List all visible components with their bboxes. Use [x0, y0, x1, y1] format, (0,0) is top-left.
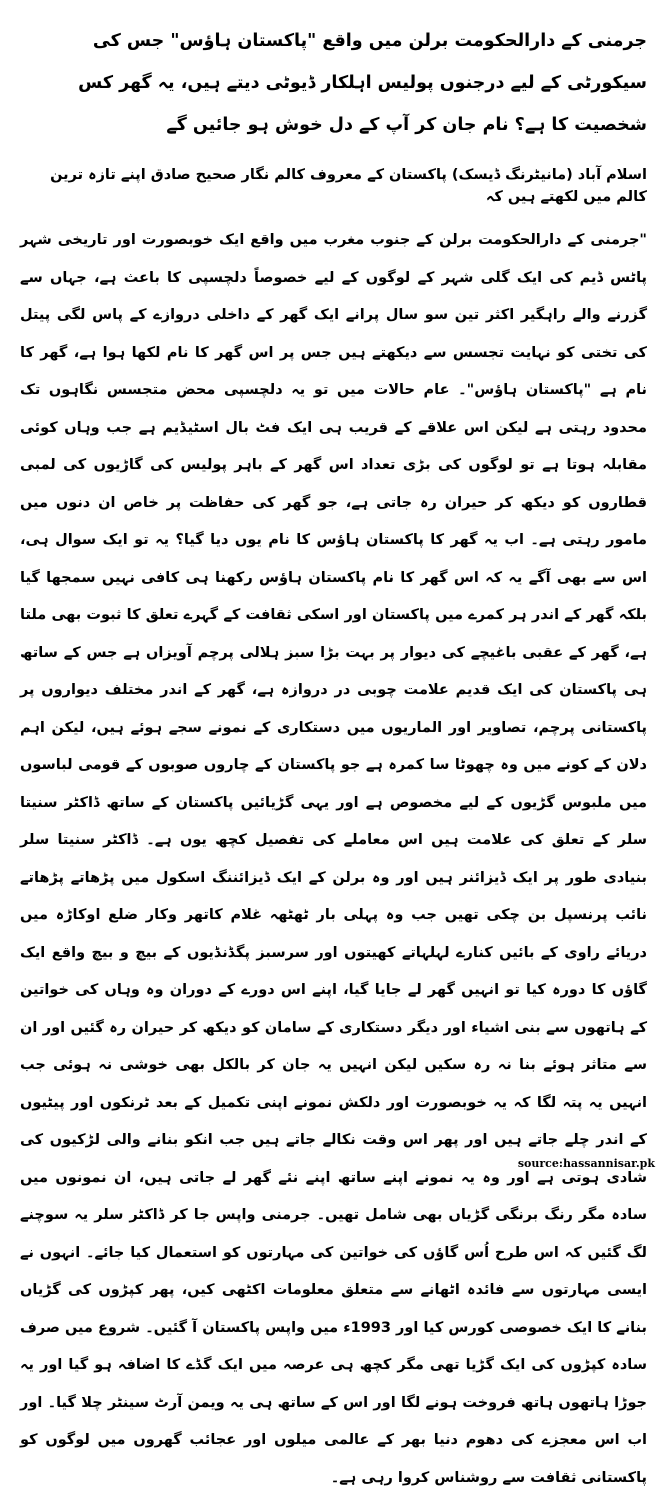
article-byline: اسلام آباد (مانیٹرنگ ڈیسک) پاکستان کے معروف کالم نگار صحیح صادق اپنے تازہ ترین کالم میں لکھتے ہیں کہ — [50, 167, 647, 205]
article-headline: جرمنی کے دارالحکومت برلن میں واقع "پاکستان ہاؤس" جس کی سیکورٹی کے لیے درجنوں پولیس اہلکار ڈیوٹی دیتے ہیں، یہ گھر کس شخصیت کا ہے؟ نام جان کر آپ کے دل خوش ہو جائیں گے — [78, 31, 647, 135]
source-credit: source:hassannisar.pk — [517, 1157, 655, 1170]
article — [20, 20, 647, 1497]
article-body: "جرمنی کے دارالحکومت برلن کے جنوب مغرب میں واقع ایک خوبصورت اور تاریخی شہر پاٹس ڈیم کی ایک گلی شہر کے لوگوں کے لیے خصوصاً دلچسپی کا باعث ہے، جہاں سے گزرنے والے راہگیر اکثر تین سو سال پرانے ایک گھر کے داخلی دروازے کے پاس لگی پیتل کی تختی کو نہایت تجسس سے دیکھتے ہیں جس پر اس گھر کا نام لکھا ہوا ہے، گھر کا نام ہے "پاکستان ہاؤس"۔ عام حالات میں تو یہ دلچسپی محض متجسس نگاہوں تک محدود رہتی ہے لیکن اس علاقے کے قریب ہی ایک فٹ بال اسٹیڈیم ہے جب وہاں کوئی مقابلہ ہوتا ہے تو لوگوں کی بڑی تعداد اس گھر کے باہر پولیس کی گاڑیوں کی لمبی قطاروں کو دیکھ کر حیران رہ جاتی ہے، جو گھر کی حفاظت پر خاص ان دنوں میں مامور رہتی ہے۔ اب یہ گھر کا پاکستان ہاؤس کا نام یوں دیا گیا؟ یہ تو ایک سوال ہی، اس سے بھی آگے یہ کہ اس گھر کا نام پاکستان ہاؤس رکھنا ہی کافی نہیں سمجھا گیا بلکہ گھر کے اندر ہر کمرے میں پاکستان اور اسکی ثقافت کے گہرے تعلق کا ثبوت بھی ملتا ہے، گھر کے عقبی باغیچے کی دیوار پر بہت بڑا سبز ہلالی پرچم آویزاں ہے جس کے ساتھ ہی پاکستان کی ایک قدیم علامت چوبی در دروازہ ہے، گھر کے اندر مختلف دیواروں پر پاکستانی پرچم، تصاویر اور الماریوں میں دستکاری کے نمونے سجے ہوئے ہیں، لیکن اہم دلان کے کونے میں وہ چھوٹا سا کمرہ ہے جو پاکستان کے چاروں صوبوں کے قومی لباسوں میں ملبوس گڑیوں کے لیے مخصوص ہے اور یہی گڑیائیں پاکستان کے ساتھ ڈاکٹر سنیتا سلر کے تعلق کی علامت ہیں اس معاملے کی تفصیل کچھ یوں ہے۔ ڈاکٹر سنیتا سلر بنیادی طور پر ایک ڈیزائنر ہیں اور وہ برلن کے ایک ڈیزائننگ اسکول میں پڑھاتے پڑھاتے نائب پرنسپل بن چکی تھیں جب وہ پہلی بار ٹھٹھہ غلام کاتھر وکار ضلع اوکاڑہ میں دریائے راوی کے بائیں کنارے لہلہاتے کھیتوں اور سرسبز پگڈنڈیوں کے بیچ و بیچ واقع ایک گاؤں کا دورہ کیا تو انہیں گھر لے جایا گیا، اپنے اس دورے کے دوران وہ وہاں کی خواتین کے ہاتھوں سے بنی اشیاء اور دیگر دستکاری کے سامان کو دیکھ کر حیران رہ گئیں اور ان سے متاثر ہوئے بنا نہ رہ سکیں لیکن انہیں یہ جان کر بالکل بھی خوشی نہ ہوئی جب انہیں یہ پتہ لگا کہ یہ خوبصورت اور دلکش نمونے اپنی تکمیل کے بعد ٹرنکوں اور پیٹیوں کے اندر چلے جاتے ہیں اور پھر اس وقت نکالے جاتے ہیں جب انکو بنانے والی لڑکیوں کی شادی ہوتی ہے اور وہ یہ نمونے اپنے ساتھ اپنے نئے گھر لے جاتی ہیں، ان نمونوں میں سادہ مگر رنگ برنگی گڑیاں بھی شامل تھیں۔ جرمنی واپس جا کر ڈاکٹر سلر یہ سوچنے لگ گئیں کہ اس طرح اُس گاؤں کی خواتین کی مہارتوں کو استعمال کیا جائے۔ انہوں نے ایسی مہارتوں سے فائدہ اٹھانے سے متعلق معلومات اکٹھی کیں، پھر کپڑوں کی گڑیاں بنانے کا ایک خصوصی کورس کیا اور 1993ء میں واپس پاکستان آ گئیں۔ شروع میں صرف سادہ کپڑوں کی ایک گڑیا تھی مگر کچھ ہی عرصہ میں ایک گڈے کا اضافہ ہو گیا اور یہ جوڑا ہاتھوں ہاتھ فروخت ہونے لگا اور اس کے ساتھ ہی یہ ویمن آرٹ سینٹر چلا گیا۔ اور اب اس معجزے کی دھوم دنیا بھر کے عالمی میلوں اور عجائب گھروں میں لوگوں کو پاکستانی ثقافت سے روشناس کروا رہی ہے۔ — [20, 232, 647, 1486]
